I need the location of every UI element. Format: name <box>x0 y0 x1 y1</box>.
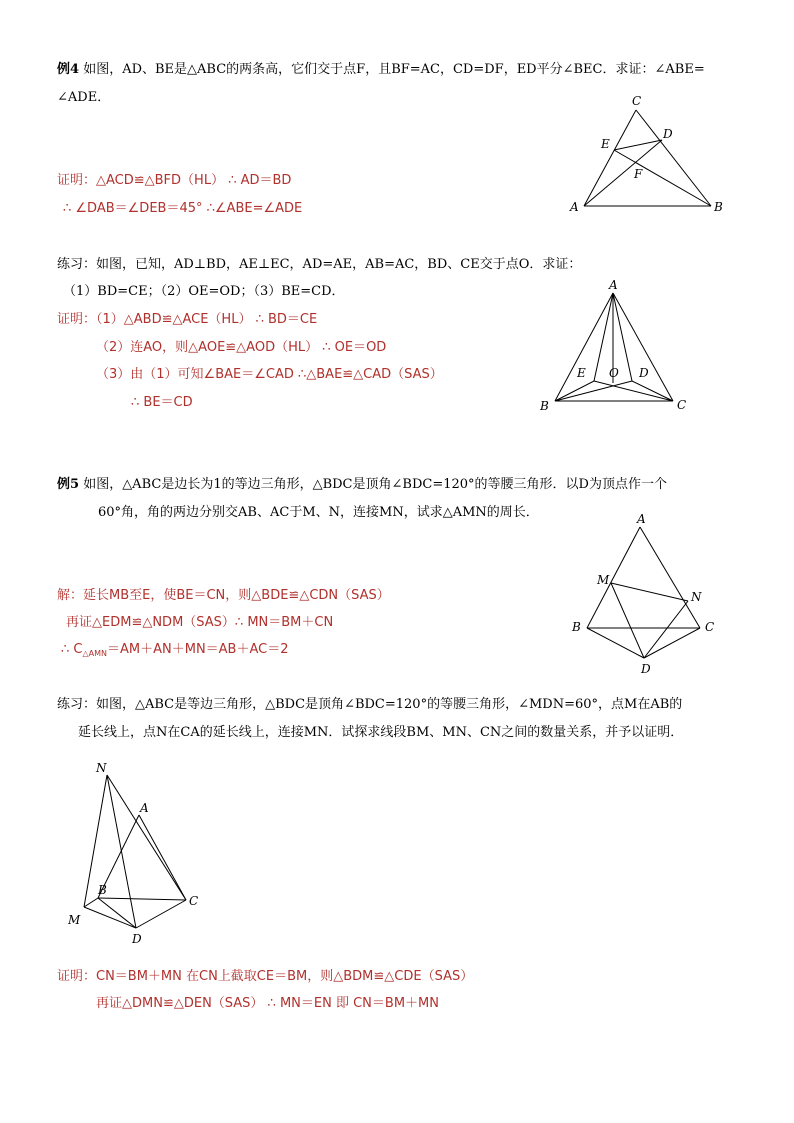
practice2-label-N: N <box>96 761 107 775</box>
practice2-problem-line1: 练习：如图，△ABC是等边三角形，△BDC是顶角∠BDC=120°的等腰三角形，∠MDN=60°，点M在AB的 <box>57 697 683 712</box>
practice2-figure <box>60 755 220 955</box>
practice2-label-A: A <box>140 801 149 815</box>
example5-label-C: C <box>705 620 715 634</box>
example5-solution-line1: 解：延长MB至E，使BE＝CN，则△BDE≌△CDN（SAS） <box>57 588 390 603</box>
practice1-label-B: B <box>540 399 549 413</box>
practice2-problem-line2: 延长线上，点N在CA的延长线上，连接MN．试探求线段BM、MN、CN之间的数量关系，并予以证明． <box>78 725 684 740</box>
practice2-label-B: B <box>98 883 107 897</box>
perimeter-result: ＝AM＋AN＋MN＝AB＋AC＝2 <box>107 642 289 657</box>
example4-problem-line2: ∠ADE． <box>57 90 111 105</box>
example5-figure <box>565 505 725 680</box>
example4-label-D: D <box>663 127 673 141</box>
example4-label: 例4 <box>57 62 80 77</box>
practice1-label-C: C <box>677 398 687 412</box>
example5-problem-text: 如图，△ABC是边长为1的等边三角形，△BDC是顶角∠BDC=120°的等腰三角形．以D为顶点作一个 <box>83 477 667 492</box>
practice2-label-C: C <box>189 894 199 908</box>
practice2-label-M: M <box>68 913 81 927</box>
example4-label-A: A <box>570 200 579 214</box>
practice1-proof-line3: （3）由（1）可知∠BAE＝∠CAD ∴△BAE≌△CAD（SAS） <box>96 367 443 382</box>
example5-problem-line1 <box>57 476 667 494</box>
example5-label-B: B <box>572 620 581 634</box>
practice1-proof-line2: （2）连AO，则△AOE≌△AOD（HL） ∴ OE＝OD <box>96 340 387 355</box>
perimeter-prefix: ∴ C <box>61 642 83 657</box>
practice1-proof-line1: 证明：（1）△ABD≌△ACE（HL） ∴ BD＝CE <box>57 312 318 327</box>
example5-label-M: M <box>597 573 610 587</box>
example5-label: 例5 <box>57 477 80 492</box>
practice1-label-A: A <box>609 278 618 292</box>
example5-solution-line3 <box>61 641 289 663</box>
example5-solution-line2: 再证△EDM≌△NDM（SAS）∴ MN＝BM＋CN <box>66 615 334 630</box>
practice1-problem-line1: 练习：如图，已知，AD⊥BD，AE⊥EC，AD=AE，AB=AC，BD、CE交于点O．求证： <box>57 257 582 272</box>
example5-label-A: A <box>637 512 646 526</box>
perimeter-subscript: △AMN <box>82 649 107 658</box>
example4-label-C: C <box>632 94 642 108</box>
example4-problem-line1 <box>57 61 705 79</box>
practice1-proof-line4: ∴ BE＝CD <box>131 395 193 410</box>
practice2-label-D: D <box>132 932 142 946</box>
practice1-label-O: O <box>609 366 619 380</box>
practice1-problem-line2: （1）BD=CE；（2）OE=OD；（3）BE=CD． <box>63 284 345 299</box>
example5-label-N: N <box>691 590 702 604</box>
practice2-proof-line2: 再证△DMN≌△DEN（SAS） ∴ MN＝EN 即 CN＝BM＋MN <box>96 996 439 1011</box>
practice1-label-E: E <box>577 366 586 380</box>
practice1-figure <box>530 277 705 417</box>
example5-problem-line2: 60°角，角的两边分别交AB、AC于M、N，连接MN，试求△AMN的周长． <box>98 505 539 520</box>
example4-label-F: F <box>634 167 643 181</box>
example4-label-E: E <box>601 137 610 151</box>
practice2-proof-line1: 证明：CN＝BM＋MN 在CN上截取CE＝BM，则△BDM≌△CDE（SAS） <box>57 969 474 984</box>
example4-proof-line2: ∴ ∠DAB＝∠DEB＝45° ∴∠ABE=∠ADE <box>63 201 303 216</box>
example4-label-B: B <box>714 200 723 214</box>
example4-figure <box>560 90 740 220</box>
practice1-label-D: D <box>639 366 649 380</box>
example5-label-D: D <box>641 662 651 676</box>
example4-proof-line1: 证明：△ACD≌△BFD（HL） ∴ AD＝BD <box>57 173 292 188</box>
example4-problem-text: 如图，AD、BE是△ABC的两条高，它们交于点F，且BF=AC，CD=DF，ED平分∠BEC．求证：∠ABE= <box>83 62 705 77</box>
